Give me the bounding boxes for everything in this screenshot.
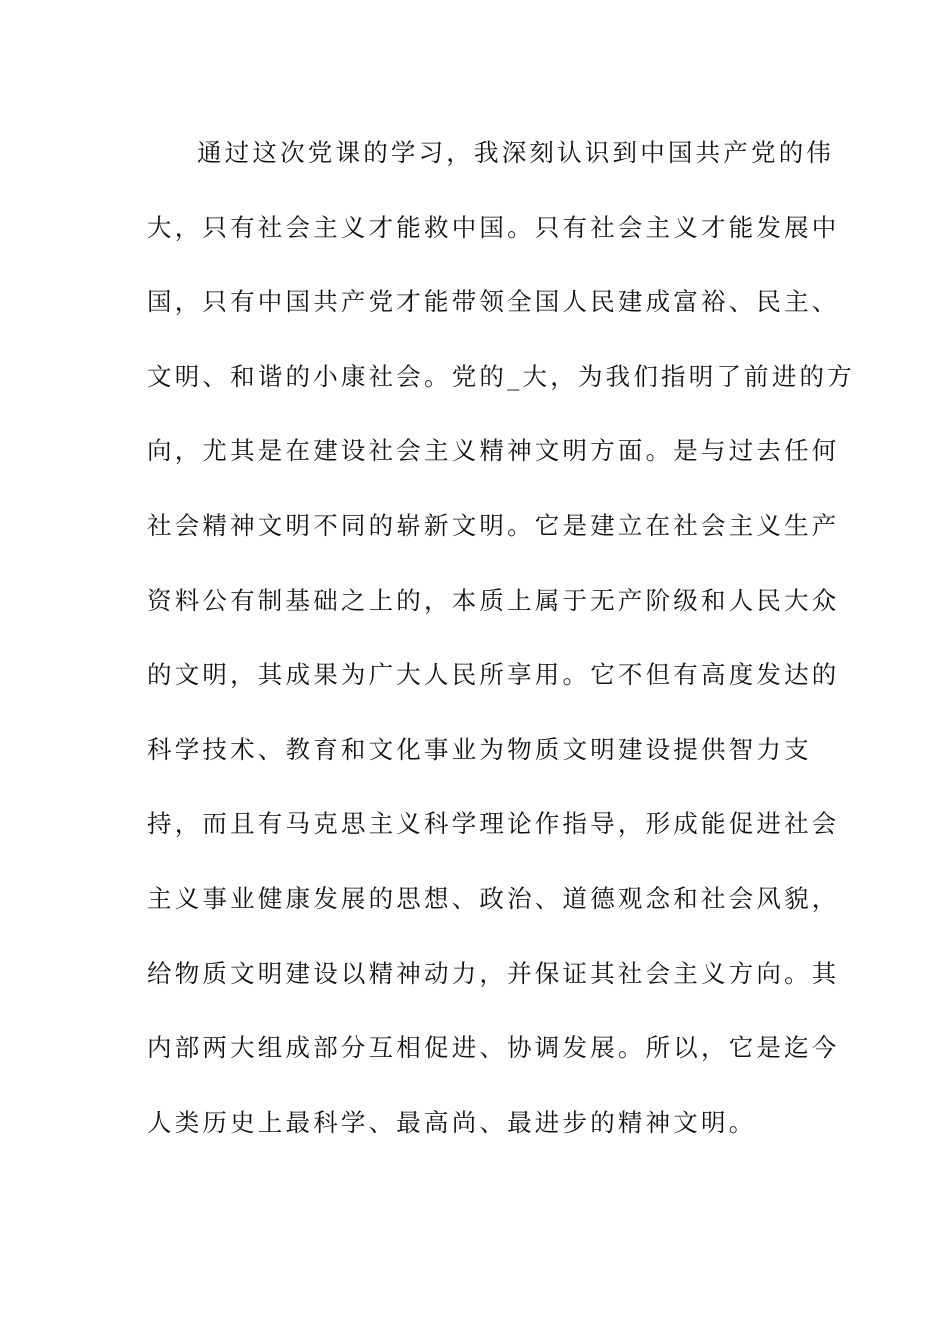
paragraph-line-13: 内部两大组成部分互相促进、协调发展。所以，它是迄今 bbox=[147, 1033, 840, 1063]
paragraph-line-5: 向，尤其是在建设社会主义精神文明方面。是与过去任何 bbox=[147, 436, 840, 466]
paragraph-line-12: 给物质文明建设以精神动力，并保证其社会主义方向。其 bbox=[147, 958, 840, 988]
paragraph-line-8: 的文明，其成果为广大人民所享用。它不但有高度发达的 bbox=[147, 660, 840, 690]
paragraph-line-4: 文明、和谐的小康社会。党的_大，为我们指明了前进的方 bbox=[147, 361, 855, 391]
paragraph-line-9: 科学技术、教育和文化事业为物质文明建设提供智力支 bbox=[147, 734, 812, 764]
paragraph-line-2: 大，只有社会主义才能救中国。只有社会主义才能发展中 bbox=[147, 212, 840, 242]
paragraph-line-3: 国，只有中国共产党才能带领全国人民建成富裕、民主、 bbox=[147, 287, 840, 317]
document-body bbox=[147, 130, 855, 1174]
paragraph-line-14: 人类历史上最科学、最高尚、最进步的精神文明。 bbox=[147, 1107, 757, 1137]
paragraph-line-11: 主义事业健康发展的思想、政治、道德观念和社会风貌， bbox=[147, 883, 840, 913]
paragraph-line-6: 社会精神文明不同的崭新文明。它是建立在社会主义生产 bbox=[147, 510, 840, 540]
paragraph-line-1: 通过这次党课的学习，我深刻认识到中国共产党的伟 bbox=[197, 138, 835, 167]
paragraph-line-10: 持，而且有马克思主义科学理论作指导，形成能促进社会 bbox=[147, 809, 840, 839]
paragraph-line-7: 资料公有制基础之上的，本质上属于无产阶级和人民大众 bbox=[147, 585, 840, 615]
